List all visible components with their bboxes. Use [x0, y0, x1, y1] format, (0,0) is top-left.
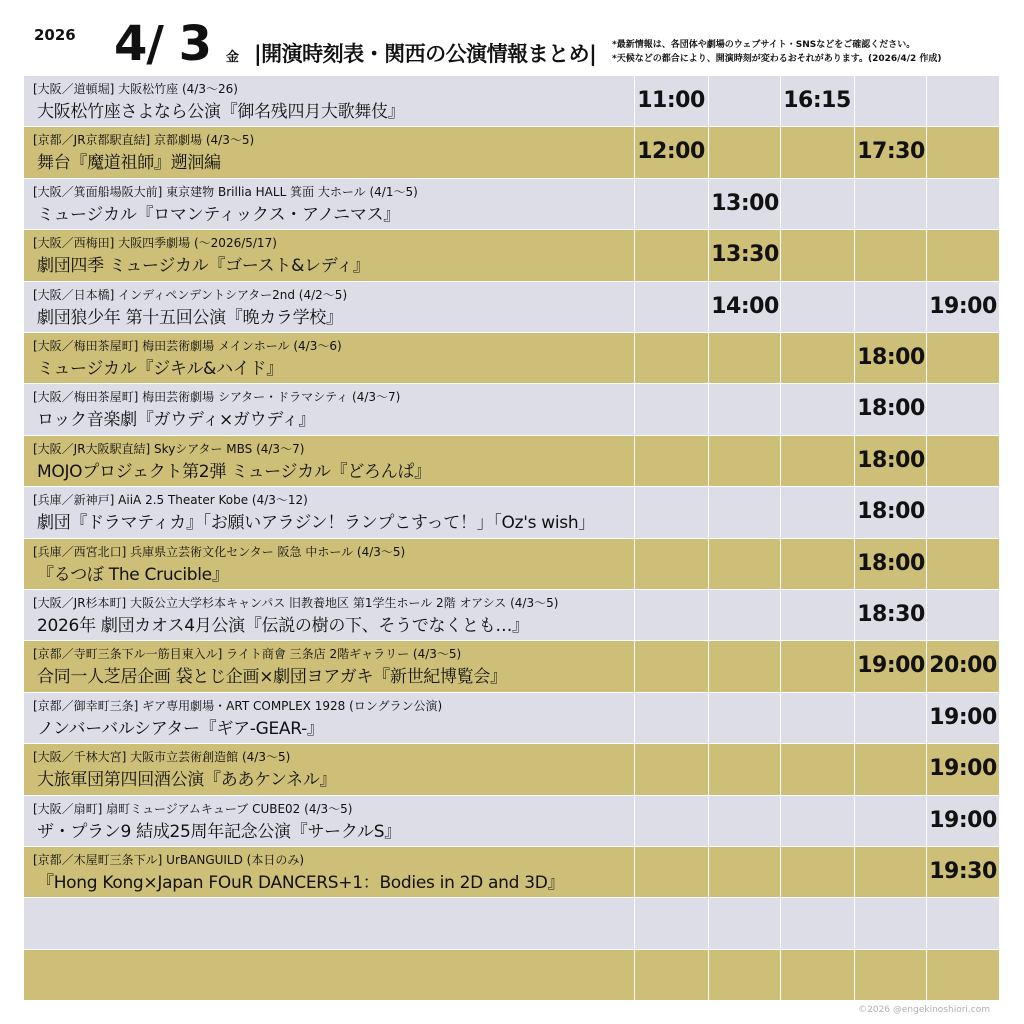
schedule-table [24, 76, 999, 1000]
column-divider [708, 76, 709, 1000]
table-row [24, 744, 999, 794]
start-time: 18:00 [857, 550, 925, 576]
header [0, 0, 1024, 76]
show-title: 劇団四季 ミュージカル『ゴースト&レディ』 [37, 256, 370, 277]
start-time: 20:00 [929, 653, 997, 679]
empty-row [24, 898, 999, 948]
show-title: 劇団『ドラマティカ』「お願いアラジン！ランプこすって！」「Oz's wish」 [37, 513, 595, 534]
show-title: 『Hong Kong×Japan FOuR DANCERS+1：Bodies in 2D and 3D』 [37, 873, 565, 893]
venue-label: [大阪／西梅田] 大阪四季劇場 (〜2026/5/17) [33, 236, 277, 251]
start-time: 19:00 [929, 807, 997, 833]
start-time: 19:00 [929, 704, 997, 730]
weekday-label: 金 [226, 50, 240, 65]
venue-label: [京都／木屋町三条下ル] UrBANGUILD (本日のみ) [33, 853, 305, 867]
venue-label: [京都／寺町三条下ル一筋目東入ル] ライト商會 三条店 2階ギャラリー (4/3〜5) [33, 647, 462, 662]
show-title: 大旅軍団第四回酒公演『ああケンネル』 [37, 770, 337, 791]
show-title: 舞台『魔道祖師』遡洄編 [37, 153, 221, 174]
table-row [24, 76, 999, 126]
start-time: 14:00 [711, 293, 779, 319]
table-row [24, 127, 999, 177]
start-time: 18:00 [857, 447, 925, 473]
venue-label: [大阪／千林大宮] 大阪市立芸術創造館 (4/3〜5) [33, 750, 291, 765]
start-time: 19:00 [929, 756, 997, 782]
venue-label: [大阪／箕面船場阪大前] 東京建物 Brillia HALL 箕面 大ホール (4/1〜5) [33, 184, 418, 199]
start-time: 16:15 [783, 88, 851, 113]
column-divider [854, 76, 855, 1000]
start-time: 19:00 [857, 653, 925, 679]
venue-label: [大阪／日本橋] インディペンデントシアター2nd (4/2〜5) [33, 287, 348, 302]
show-title: ロック音楽劇『ガウディ×ガウディ』 [37, 410, 316, 431]
table-row [24, 693, 999, 743]
table-row [24, 384, 999, 434]
start-time: 18:00 [857, 396, 925, 422]
column-divider [780, 76, 781, 1000]
table-row [24, 847, 999, 897]
date-label: 4/ 3 [114, 16, 212, 72]
venue-label: [京都／御幸町三条] ギア専用劇場・ART COMPLEX 1928 (ロングラン公演) [33, 698, 443, 713]
notes [612, 38, 942, 66]
table-row [24, 282, 999, 332]
show-title: MOJOプロジェクト第2弾 ミュージカル『どろんぱ』 [37, 461, 431, 482]
column-divider [926, 76, 927, 1000]
venue-label: [大阪／JR杉本町] 大阪公立大学杉本キャンパス 旧教養地区 第1学生ホール 2階 オアシス (4/3〜5) [33, 596, 559, 610]
venue-label: [大阪／梅田茶屋町] 梅田芸術劇場 メインホール (4/3〜6) [33, 339, 342, 353]
note-line: *最新情報は、各団体や劇場のウェブサイト・SNSなどをご確認ください。 [612, 40, 916, 50]
note-line: *天候などの都合により、開演時刻が変わるおそれがあります。(2026/4/2 作成) [612, 54, 942, 64]
venue-label: [兵庫／西宮北口] 兵庫県立芸術文化センター 阪急 中ホール (4/3〜5) [33, 544, 406, 559]
table-row [24, 796, 999, 846]
venue-label: [大阪／扇町] 扇町ミュージアムキューブ CUBE02 (4/3〜5) [33, 801, 353, 816]
show-title: 大阪松竹座さよなら公演『御名残四月大歌舞伎』 [37, 102, 405, 122]
start-time: 11:00 [637, 88, 705, 113]
venue-label: [大阪／JR大阪駅直結] Skyシアター MBS (4/3〜7) [33, 441, 305, 456]
start-time: 19:00 [929, 293, 997, 319]
empty-row [24, 950, 999, 1000]
column-divider [634, 76, 635, 1000]
show-title: 『るつぼ The Crucible』 [37, 564, 229, 585]
table-row [24, 179, 999, 229]
start-time: 18:30 [857, 602, 925, 627]
start-time: 12:00 [637, 139, 705, 165]
table-row [24, 590, 999, 640]
show-title: ノンバーバルシアター『ギア-GEAR-』 [37, 718, 324, 739]
start-time: 19:30 [929, 859, 997, 884]
table-row [24, 333, 999, 383]
show-title: ザ・プラン9 結成25周年記念公演『サークルS』 [37, 821, 401, 842]
start-time: 18:00 [857, 345, 925, 370]
show-title: 劇団狼少年 第十五回公演『晩カラ学校』 [37, 307, 343, 328]
venue-label: [京都／JR京都駅直結] 京都劇場 (4/3〜5) [33, 133, 255, 148]
show-title: 2026年 劇団カオス4月公演『伝説の樹の下、そうでなくとも…』 [37, 616, 529, 636]
table-row [24, 230, 999, 280]
show-title: 合同一人芝居企画 袋とじ企画×劇団ヨアガキ『新世紀博覧会』 [37, 667, 507, 688]
venue-label: [兵庫／新神戸] AiiA 2.5 Theater Kobe (4/3〜12) [33, 493, 308, 508]
start-time: 17:30 [857, 139, 925, 165]
start-time: 13:00 [711, 190, 779, 216]
credit: ©2026 @engekinoshiori.com [858, 1005, 990, 1015]
venue-label: [大阪／道頓堀] 大阪松竹座 (4/3〜26) [33, 82, 238, 96]
table-row [24, 641, 999, 691]
year-label: 2026 [34, 26, 76, 44]
start-time: 18:00 [857, 499, 925, 525]
show-title: ミュージカル『ロマンティックス・アノニマス』 [37, 204, 400, 225]
table-row [24, 487, 999, 537]
start-time: 13:30 [711, 242, 779, 268]
venue-label: [大阪／梅田茶屋町] 梅田芸術劇場 シアター・ドラマシティ (4/3〜7) [33, 390, 401, 405]
show-title: ミュージカル『ジキル&ハイド』 [37, 359, 283, 379]
table-row [24, 436, 999, 486]
table-row [24, 539, 999, 589]
page-title: |開演時刻表・関西の公演情報まとめ| [254, 42, 597, 66]
